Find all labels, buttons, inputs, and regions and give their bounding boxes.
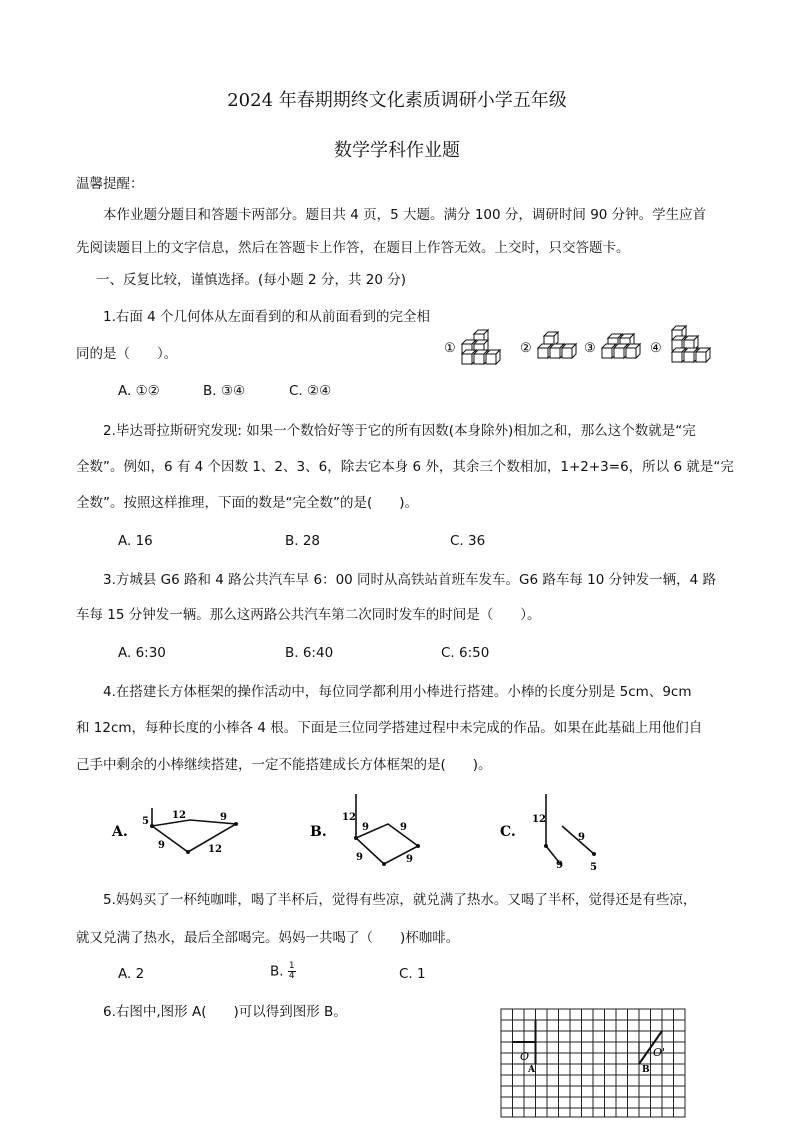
notice-label: 温馨提醒：	[76, 176, 144, 192]
edge-label: 9	[220, 812, 227, 823]
edge-label: 9	[406, 854, 413, 865]
solid-1-icon	[462, 330, 500, 364]
edge-label: 12	[208, 844, 222, 855]
q1-line-1: 1.右面 4 个几何体从左面看到的和从前面看到的完全相	[103, 309, 431, 325]
q6-grid-figure	[500, 1008, 686, 1120]
edge-label: 9	[356, 852, 363, 863]
edge-label: 12	[172, 810, 186, 821]
q4-figure-c	[490, 790, 620, 872]
q2-line-3: 全数”。按照这样推理，下面的数是“完全数”的是( )。	[76, 495, 419, 511]
solid-2-label: ②	[520, 341, 532, 356]
q2-line-1: 2.毕达哥拉斯研究发现: 如果一个数恰好等于它的所有因数(本身除外)相加之和，那么这个数就是“完	[103, 423, 696, 439]
grid-lines	[501, 1009, 685, 1117]
q1-option-c[interactable]: C. ②④	[289, 383, 332, 399]
fraction-denominator: 4	[288, 971, 295, 981]
notice-line-1: 本作业题分题目和答题卡两部分。题目共 4 页，5 大题。满分 100 分，调研时间 90 分钟。学生应首	[103, 207, 707, 223]
q1-solids-figure	[440, 322, 720, 372]
q2-line-2: 全数”。例如，6 有 4 个因数 1、2、3、6，除去它本身 6 外，其余三个数相加，1+2+3=6，所以 6 就是“完	[76, 459, 734, 475]
section-heading: 一、反复比较，谨慎选择。(每小题 2 分，共 20 分)	[96, 272, 406, 288]
q4-figure-a-label: A.	[112, 824, 128, 840]
q5-option-b-prefix: B.	[270, 963, 284, 980]
q2-option-a[interactable]: A. 16	[118, 533, 153, 549]
edge-label: 9	[362, 822, 369, 833]
q4-figure-c-label: C.	[500, 824, 516, 840]
q2-option-c[interactable]: C. 36	[450, 533, 486, 549]
q5-line-1: 5.妈妈买了一杯纯咖啡，喝了半杯后，觉得有些凉，就兑满了热水。又喝了半杯，觉得还是有些凉，	[103, 892, 697, 908]
edge-label: 9	[400, 822, 407, 833]
q3-line-1: 3.方城县 G6 路和 4 路公共汽车早 6：00 同时从高铁站首班车发车。G6 路车每 10 分钟发一辆，4 路	[103, 572, 717, 588]
q3-line-2: 车每 15 分钟发一辆。那么这两路公共汽车第二次同时发车的时间是（ ）。	[76, 607, 541, 623]
q4-figure-a	[100, 790, 280, 865]
solid-1-label: ①	[444, 341, 456, 356]
solid-4-icon	[672, 326, 710, 362]
solid-4-label: ④	[650, 341, 662, 356]
q5-option-b[interactable]	[270, 962, 296, 981]
point-o-prime-label: O'	[653, 1046, 666, 1059]
edge-label: 12	[342, 812, 356, 823]
shape-a-label: A	[528, 1065, 535, 1075]
edge-label: 9	[158, 840, 165, 851]
q4-line-3: 己手中剩余的小棒继续搭建，一定不能搭建成长方体框架的是( )。	[76, 757, 492, 773]
edge-label: 9	[578, 832, 585, 843]
solid-2-icon	[538, 332, 576, 358]
solid-3-icon	[602, 334, 640, 358]
q5-option-a[interactable]: A. 2	[118, 966, 145, 982]
q1-option-a[interactable]: A. ①②	[118, 383, 160, 399]
edge-label: 5	[590, 862, 597, 872]
q4-figure-b	[300, 790, 450, 870]
q3-option-a[interactable]: A. 6:30	[118, 645, 166, 661]
point-o-label: O	[520, 1050, 530, 1063]
exam-title: 2024 年春期期终文化素质调研小学五年级	[227, 90, 567, 111]
q2-option-b[interactable]: B. 28	[285, 533, 321, 549]
q4-line-1: 4.在搭建长方体框架的操作活动中，每位同学都利用小棒进行搭建。小棒的长度分别是 5cm、9cm	[103, 684, 692, 700]
shape-b-label: B	[642, 1065, 650, 1075]
q3-option-b[interactable]: B. 6:40	[285, 645, 334, 661]
notice-line-2: 先阅读题目上的文字信息，然后在答题卡上作答，在题目上作答无效。上交时，只交答题卡。	[76, 240, 630, 256]
edge-label: 12	[532, 814, 546, 825]
q1-option-b[interactable]: B. ③④	[203, 383, 246, 399]
q6-line-1: 6.右图中,图形 A( )可以得到图形 B。	[103, 1004, 347, 1020]
q3-option-c[interactable]: C. 6:50	[441, 645, 490, 661]
q4-line-2: 和 12cm，每种长度的小棒各 4 根。下面是三位同学搭建过程中未完成的作品。如果在此基础上用他们自	[76, 720, 703, 736]
q5-line-2: 就又兑满了热水，最后全部喝完。妈妈一共喝了（ )杯咖啡。	[76, 930, 460, 946]
q4-figure-b-label: B.	[310, 824, 327, 840]
edge-label: 9	[556, 860, 563, 871]
fraction	[288, 962, 296, 981]
q1-line-2: 同的是（ ）。	[76, 346, 178, 362]
edge-label: 5	[142, 816, 149, 827]
subject-title: 数学学科作业题	[334, 140, 460, 161]
q5-option-c[interactable]: C. 1	[399, 966, 426, 982]
fraction-numerator: 1	[288, 961, 295, 971]
solid-3-label: ③	[584, 341, 596, 356]
